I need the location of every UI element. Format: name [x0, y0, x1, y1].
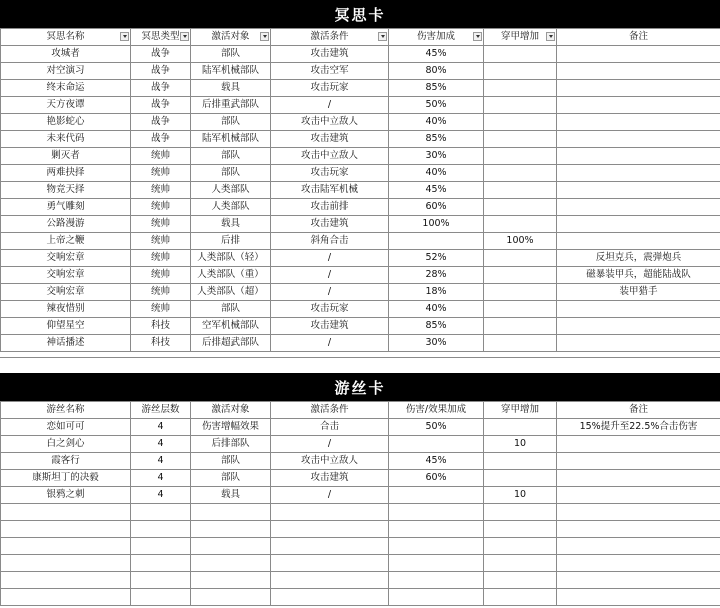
- column-header: [131, 402, 191, 419]
- table-cell[interactable]: [271, 538, 389, 555]
- table-cell[interactable]: 85%: [389, 131, 484, 148]
- table-cell[interactable]: /: [271, 487, 389, 504]
- table-cell[interactable]: [484, 521, 557, 538]
- table-cell[interactable]: [557, 63, 720, 80]
- table-cell[interactable]: [557, 97, 720, 114]
- table-cell[interactable]: 4: [131, 470, 191, 487]
- table-cell[interactable]: [484, 80, 557, 97]
- table-cell[interactable]: 4: [131, 419, 191, 436]
- table-row: [1, 301, 720, 318]
- column-header: [271, 29, 389, 46]
- table-cell[interactable]: [557, 301, 720, 318]
- table-row: [1, 165, 720, 182]
- table-cell[interactable]: 15%提升至22.5%合击伤害: [557, 419, 720, 436]
- table-cell[interactable]: 部队: [191, 453, 271, 470]
- table-cell[interactable]: 战争: [131, 63, 191, 80]
- column-header-label: 冥思名称: [46, 31, 85, 42]
- table-cell[interactable]: 100%: [389, 216, 484, 233]
- table-cell[interactable]: 仰望星空: [1, 318, 131, 335]
- table-cell[interactable]: [1, 589, 131, 606]
- table-cell[interactable]: 陆军机械部队: [191, 131, 271, 148]
- table-row: [1, 504, 720, 521]
- table-cell[interactable]: 28%: [389, 267, 484, 284]
- column-header-label: 备注: [628, 31, 648, 42]
- table-row: [1, 318, 720, 335]
- table-cell[interactable]: /: [271, 436, 389, 453]
- column-header: [1, 402, 131, 419]
- table-row: [1, 267, 720, 284]
- table-cell[interactable]: 攻击空军: [271, 63, 389, 80]
- yousi-card-title: 游丝卡: [0, 373, 720, 401]
- column-header: [557, 29, 720, 46]
- table-cell[interactable]: 交响宏章: [1, 250, 131, 267]
- table-cell[interactable]: 未来代码: [1, 131, 131, 148]
- table-cell[interactable]: [484, 97, 557, 114]
- table-cell[interactable]: [484, 589, 557, 606]
- table-cell[interactable]: [557, 233, 720, 250]
- table-cell[interactable]: 战争: [131, 97, 191, 114]
- table-cell[interactable]: 统帅: [131, 267, 191, 284]
- table-cell[interactable]: /: [271, 250, 389, 267]
- table-cell[interactable]: 勇气雕刻: [1, 199, 131, 216]
- table-cell[interactable]: [484, 63, 557, 80]
- table-cell[interactable]: 反坦克兵，震弹炮兵: [557, 250, 720, 267]
- table-cell[interactable]: 康斯坦丁的决毅: [1, 470, 131, 487]
- table-cell[interactable]: 载具: [191, 80, 271, 97]
- table-cell[interactable]: [484, 470, 557, 487]
- table-cell[interactable]: [557, 487, 720, 504]
- table-cell[interactable]: 科技: [131, 318, 191, 335]
- table-row: [1, 470, 720, 487]
- table-cell[interactable]: 磁暴装甲兵，超能陆战队: [557, 267, 720, 284]
- table-cell[interactable]: [1, 521, 131, 538]
- table-cell[interactable]: 攻击建筑: [271, 318, 389, 335]
- table-row: [1, 538, 720, 555]
- column-header-label: 冥思类型: [141, 31, 180, 42]
- table-cell[interactable]: 战争: [131, 114, 191, 131]
- table-cell[interactable]: [557, 470, 720, 487]
- table-cell[interactable]: [484, 131, 557, 148]
- table-cell[interactable]: 战争: [131, 131, 191, 148]
- table-cell[interactable]: 交响宏章: [1, 284, 131, 301]
- column-header-label: 激活对象: [211, 31, 250, 42]
- table-cell[interactable]: 后排重武部队: [191, 97, 271, 114]
- table-row: [1, 572, 720, 589]
- table-cell[interactable]: [484, 504, 557, 521]
- table-cell[interactable]: [557, 318, 720, 335]
- table-cell[interactable]: 统帅: [131, 148, 191, 165]
- table-cell[interactable]: [191, 538, 271, 555]
- column-header: [191, 402, 271, 419]
- table-cell[interactable]: 霞客行: [1, 453, 131, 470]
- table-cell[interactable]: 30%: [389, 148, 484, 165]
- column-header-label: 伤害/效果加成: [405, 404, 467, 415]
- table-cell[interactable]: 4: [131, 487, 191, 504]
- table-cell[interactable]: 部队: [191, 148, 271, 165]
- table-cell[interactable]: [484, 335, 557, 352]
- table-cell[interactable]: 10: [484, 487, 557, 504]
- table-cell[interactable]: [484, 114, 557, 131]
- table-cell[interactable]: [131, 504, 191, 521]
- table-cell[interactable]: [271, 521, 389, 538]
- table-cell[interactable]: 神话播述: [1, 335, 131, 352]
- table-cell[interactable]: /: [271, 97, 389, 114]
- table-cell[interactable]: 斜角合击: [271, 233, 389, 250]
- column-header-label: 激活条件: [310, 404, 349, 415]
- table-cell[interactable]: [131, 555, 191, 572]
- table-cell[interactable]: [557, 436, 720, 453]
- table-cell[interactable]: 4: [131, 453, 191, 470]
- table-cell[interactable]: 统帅: [131, 216, 191, 233]
- table-row: [1, 453, 720, 470]
- table-cell[interactable]: [131, 538, 191, 555]
- table-cell[interactable]: [557, 46, 720, 63]
- meisi-card-title: 冥思卡: [0, 0, 720, 28]
- table-row: [1, 97, 720, 114]
- table-cell[interactable]: 40%: [389, 301, 484, 318]
- filter-dropdown-icon[interactable]: [120, 32, 129, 41]
- column-header: [484, 402, 557, 419]
- table-cell[interactable]: [1, 555, 131, 572]
- table-cell[interactable]: [484, 318, 557, 335]
- table-cell[interactable]: 辣夜惜别: [1, 301, 131, 318]
- table-cell[interactable]: 合击: [271, 419, 389, 436]
- table-cell[interactable]: [484, 216, 557, 233]
- table-cell[interactable]: 部队: [191, 165, 271, 182]
- table-cell[interactable]: [389, 521, 484, 538]
- table-row: [1, 284, 720, 301]
- table-cell[interactable]: 终末命运: [1, 80, 131, 97]
- table-cell[interactable]: /: [271, 284, 389, 301]
- table-row: [1, 555, 720, 572]
- table-cell[interactable]: 天方夜谭: [1, 97, 131, 114]
- column-header: [557, 402, 720, 419]
- table-cell[interactable]: 45%: [389, 182, 484, 199]
- table-cell[interactable]: [557, 148, 720, 165]
- table-cell[interactable]: [557, 335, 720, 352]
- table-cell[interactable]: 载具: [191, 487, 271, 504]
- table-row: [1, 436, 720, 453]
- table-cell[interactable]: 100%: [484, 233, 557, 250]
- yousi-header-row: [1, 402, 720, 419]
- table-cell[interactable]: 50%: [389, 419, 484, 436]
- table-cell[interactable]: [389, 487, 484, 504]
- table-cell[interactable]: [557, 589, 720, 606]
- table-cell[interactable]: 统帅: [131, 199, 191, 216]
- table-cell[interactable]: 攻击中立敌人: [271, 453, 389, 470]
- table-cell[interactable]: 40%: [389, 165, 484, 182]
- meisi-card-table: [0, 28, 720, 352]
- table-cell[interactable]: 部队: [191, 301, 271, 318]
- table-cell[interactable]: [557, 182, 720, 199]
- table-cell[interactable]: 后排: [191, 233, 271, 250]
- table-row: [1, 233, 720, 250]
- table-cell[interactable]: [1, 572, 131, 589]
- column-header: [131, 29, 191, 46]
- table-cell[interactable]: [484, 284, 557, 301]
- table-row: [1, 335, 720, 352]
- table-cell[interactable]: 统帅: [131, 301, 191, 318]
- table-cell[interactable]: [389, 538, 484, 555]
- column-header: [484, 29, 557, 46]
- table-cell[interactable]: 10: [484, 436, 557, 453]
- table-cell[interactable]: /: [271, 267, 389, 284]
- table-cell[interactable]: 攻城者: [1, 46, 131, 63]
- table-row: [1, 199, 720, 216]
- table-cell[interactable]: 统帅: [131, 233, 191, 250]
- table-cell[interactable]: 人类部队: [191, 199, 271, 216]
- yousi-card-table: [0, 401, 720, 606]
- table-row: [1, 114, 720, 131]
- table-cell[interactable]: [1, 504, 131, 521]
- table-cell[interactable]: 后排超武部队: [191, 335, 271, 352]
- table-cell[interactable]: 85%: [389, 80, 484, 97]
- table-cell[interactable]: [484, 301, 557, 318]
- table-cell[interactable]: [484, 555, 557, 572]
- table-cell[interactable]: 攻击前排: [271, 199, 389, 216]
- table-cell[interactable]: [131, 589, 191, 606]
- table-cell[interactable]: [389, 436, 484, 453]
- table-cell[interactable]: 攻击陆军机械: [271, 182, 389, 199]
- table-cell[interactable]: 攻击建筑: [271, 470, 389, 487]
- table-cell[interactable]: [271, 572, 389, 589]
- table-cell[interactable]: [389, 555, 484, 572]
- table-cell[interactable]: [484, 199, 557, 216]
- table-cell[interactable]: 统帅: [131, 250, 191, 267]
- table-row: [1, 148, 720, 165]
- table-cell[interactable]: [1, 538, 131, 555]
- table-cell[interactable]: 人类部队（轻）: [191, 250, 271, 267]
- table-cell[interactable]: [557, 538, 720, 555]
- table-cell[interactable]: 4: [131, 436, 191, 453]
- table-cell[interactable]: 物竞天择: [1, 182, 131, 199]
- column-header: [191, 29, 271, 46]
- table-cell[interactable]: 装甲猎手: [557, 284, 720, 301]
- table-cell[interactable]: 剿灭者: [1, 148, 131, 165]
- table-cell[interactable]: [557, 555, 720, 572]
- column-header-label: 穿甲增加: [500, 31, 539, 42]
- table-cell[interactable]: [557, 453, 720, 470]
- table-cell[interactable]: 两难抉择: [1, 165, 131, 182]
- table-cell[interactable]: 30%: [389, 335, 484, 352]
- table-cell[interactable]: [557, 572, 720, 589]
- table-row: [1, 131, 720, 148]
- table-cell[interactable]: [557, 504, 720, 521]
- table-cell[interactable]: [131, 572, 191, 589]
- column-header-label: 伤害加成: [416, 31, 455, 42]
- table-cell[interactable]: [557, 521, 720, 538]
- table-row: [1, 250, 720, 267]
- table-cell[interactable]: [557, 216, 720, 233]
- table-cell[interactable]: 战争: [131, 46, 191, 63]
- table-row: [1, 589, 720, 606]
- table-cell[interactable]: [557, 131, 720, 148]
- table-cell[interactable]: [389, 589, 484, 606]
- table-cell[interactable]: 上帝之鞭: [1, 233, 131, 250]
- table-cell[interactable]: 艳影蛇心: [1, 114, 131, 131]
- table-cell[interactable]: 载具: [191, 216, 271, 233]
- table-cell[interactable]: [389, 504, 484, 521]
- table-cell[interactable]: [484, 453, 557, 470]
- table-cell[interactable]: 恋如可可: [1, 419, 131, 436]
- table-cell[interactable]: 攻击中立敌人: [271, 114, 389, 131]
- table-cell[interactable]: [484, 267, 557, 284]
- table-cell[interactable]: 60%: [389, 470, 484, 487]
- table-cell[interactable]: 部队: [191, 114, 271, 131]
- table-cell[interactable]: 60%: [389, 199, 484, 216]
- table-cell[interactable]: [484, 182, 557, 199]
- table-cell[interactable]: 伤害增幅效果: [191, 419, 271, 436]
- blank-row-separator: [0, 357, 720, 358]
- table-cell[interactable]: [484, 148, 557, 165]
- table-cell[interactable]: [484, 250, 557, 267]
- table-cell[interactable]: 战争: [131, 80, 191, 97]
- filter-dropdown-icon[interactable]: [180, 32, 189, 41]
- table-cell[interactable]: 交响宏章: [1, 267, 131, 284]
- table-cell[interactable]: [484, 419, 557, 436]
- table-cell[interactable]: 50%: [389, 97, 484, 114]
- table-cell[interactable]: 攻击建筑: [271, 46, 389, 63]
- column-header-label: 游丝名称: [46, 404, 85, 415]
- table-cell[interactable]: [557, 114, 720, 131]
- table-cell[interactable]: 陆军机械部队: [191, 63, 271, 80]
- table-cell[interactable]: 后排部队: [191, 436, 271, 453]
- table-row: [1, 46, 720, 63]
- table-cell[interactable]: [271, 555, 389, 572]
- table-cell[interactable]: [389, 572, 484, 589]
- table-cell[interactable]: [484, 538, 557, 555]
- table-cell[interactable]: 攻击玩家: [271, 301, 389, 318]
- table-cell[interactable]: 统帅: [131, 182, 191, 199]
- table-row: [1, 419, 720, 436]
- table-cell[interactable]: 统帅: [131, 284, 191, 301]
- table-cell[interactable]: 空军机械部队: [191, 318, 271, 335]
- column-header: [1, 29, 131, 46]
- filter-dropdown-icon[interactable]: [260, 32, 269, 41]
- table-row: [1, 521, 720, 538]
- column-header: [389, 29, 484, 46]
- table-cell[interactable]: 攻击建筑: [271, 216, 389, 233]
- table-cell[interactable]: 人类部队（超）: [191, 284, 271, 301]
- table-cell[interactable]: [484, 572, 557, 589]
- table-cell[interactable]: 18%: [389, 284, 484, 301]
- table-cell[interactable]: [557, 165, 720, 182]
- table-cell[interactable]: [271, 589, 389, 606]
- filter-dropdown-icon[interactable]: [473, 32, 482, 41]
- table-cell[interactable]: [271, 504, 389, 521]
- table-cell[interactable]: [484, 165, 557, 182]
- table-cell[interactable]: 部队: [191, 46, 271, 63]
- table-row: [1, 182, 720, 199]
- table-cell[interactable]: 人类部队（重）: [191, 267, 271, 284]
- column-header-label: 备注: [628, 404, 648, 415]
- table-row: [1, 80, 720, 97]
- table-cell[interactable]: 部队: [191, 470, 271, 487]
- meisi-header-row: [1, 29, 720, 46]
- table-cell[interactable]: [484, 46, 557, 63]
- table-row: [1, 63, 720, 80]
- table-cell[interactable]: /: [271, 335, 389, 352]
- table-cell[interactable]: 统帅: [131, 165, 191, 182]
- table-cell[interactable]: [191, 572, 271, 589]
- table-cell[interactable]: [191, 589, 271, 606]
- table-cell[interactable]: 攻击玩家: [271, 80, 389, 97]
- table-cell[interactable]: 科技: [131, 335, 191, 352]
- table-cell[interactable]: 白之剑心: [1, 436, 131, 453]
- table-cell[interactable]: 攻击建筑: [271, 131, 389, 148]
- column-header-label: 穿甲增加: [500, 404, 539, 415]
- column-header: [271, 402, 389, 419]
- table-cell[interactable]: 人类部队: [191, 182, 271, 199]
- table-cell[interactable]: 攻击中立敌人: [271, 148, 389, 165]
- table-cell[interactable]: [131, 521, 191, 538]
- table-cell[interactable]: [191, 504, 271, 521]
- table-cell[interactable]: [191, 521, 271, 538]
- table-cell[interactable]: 52%: [389, 250, 484, 267]
- column-header: [389, 402, 484, 419]
- table-cell[interactable]: [557, 80, 720, 97]
- table-cell[interactable]: 45%: [389, 46, 484, 63]
- table-cell[interactable]: [191, 555, 271, 572]
- column-header-label: 激活对象: [211, 404, 250, 415]
- table-cell[interactable]: 攻击玩家: [271, 165, 389, 182]
- table-cell[interactable]: 公路漫游: [1, 216, 131, 233]
- column-header-label: 激活条件: [310, 31, 349, 42]
- table-cell[interactable]: 银鸦之刺: [1, 487, 131, 504]
- table-cell[interactable]: 40%: [389, 114, 484, 131]
- table-cell[interactable]: [557, 199, 720, 216]
- table-cell[interactable]: [389, 233, 484, 250]
- table-cell[interactable]: 80%: [389, 63, 484, 80]
- table-cell[interactable]: 85%: [389, 318, 484, 335]
- column-header-label: 游丝层数: [141, 404, 180, 415]
- table-row: [1, 487, 720, 504]
- filter-dropdown-icon[interactable]: [546, 32, 555, 41]
- filter-dropdown-icon[interactable]: [378, 32, 387, 41]
- table-cell[interactable]: 对空演习: [1, 63, 131, 80]
- table-cell[interactable]: 45%: [389, 453, 484, 470]
- table-row: [1, 216, 720, 233]
